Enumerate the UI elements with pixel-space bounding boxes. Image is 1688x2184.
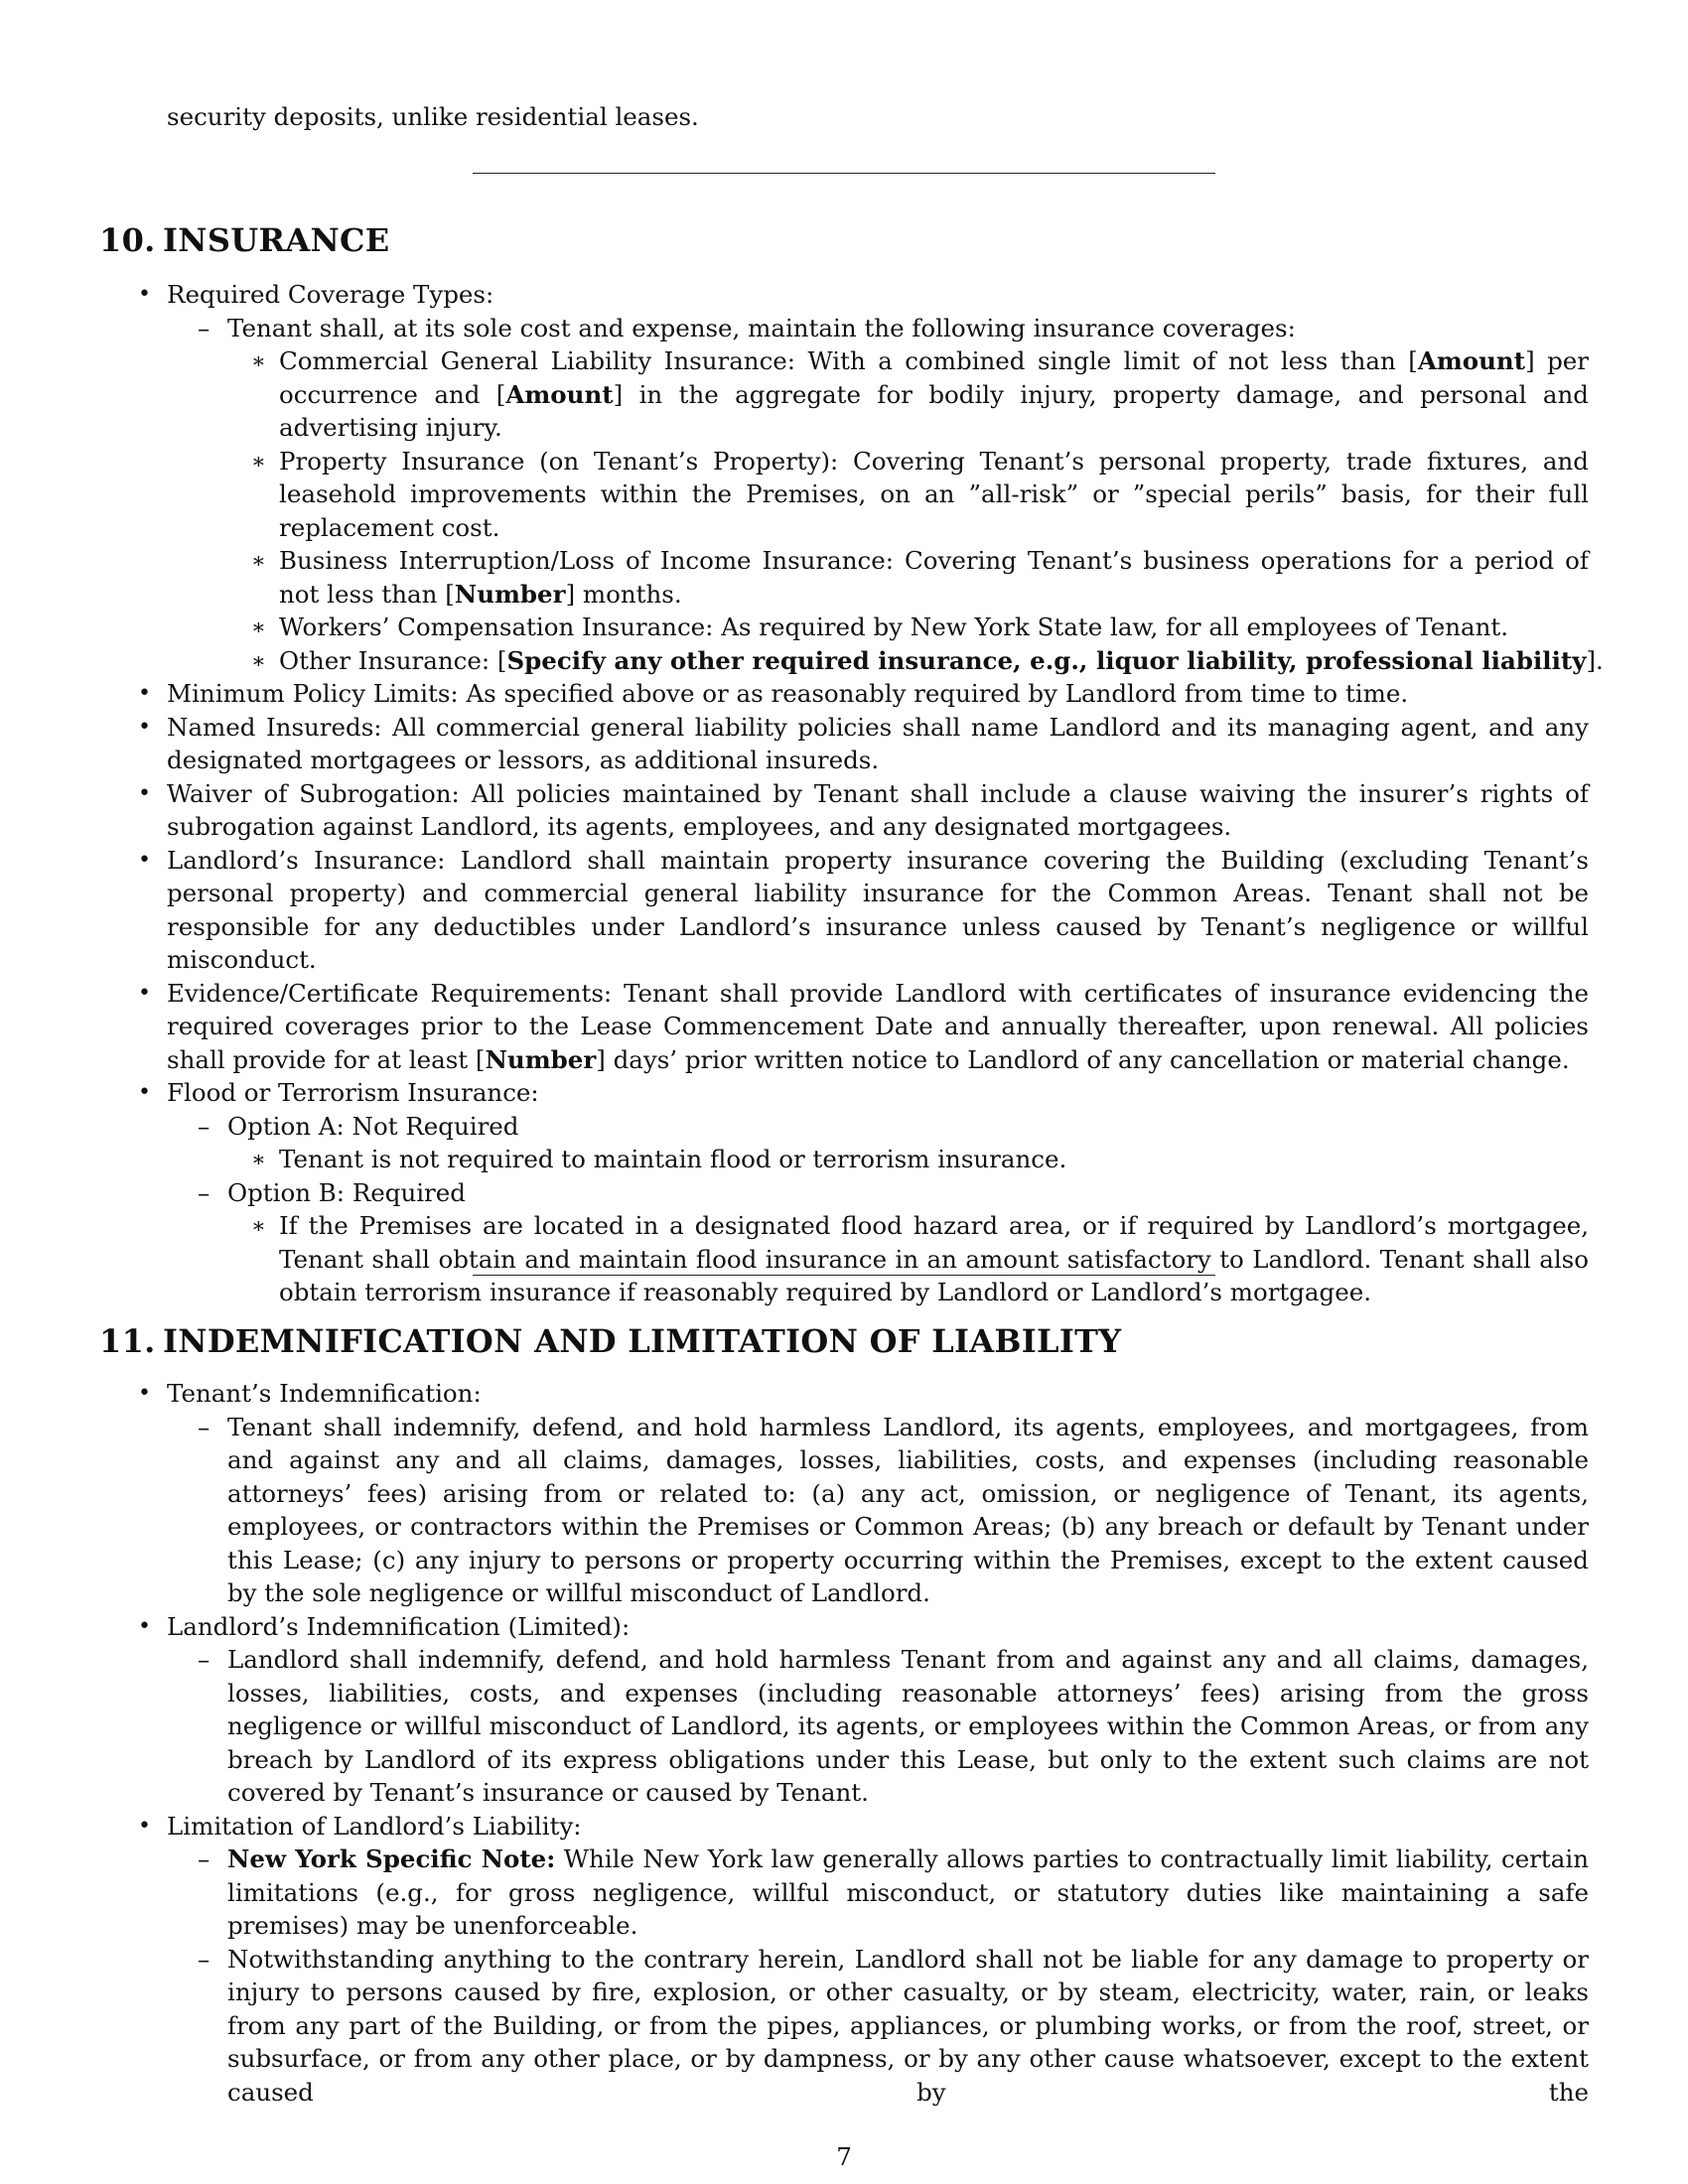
- option-b-text: If the Premises are located in a designated flood hazard area, or if required by Landlord’s mortgagee, Tenant shall obtain and maintain flood insurance in an amount satisfactory to Landlord. Tenant shall also obtain terrorism insurance if reasonably required by Landlord or Landlord’s mortgagee.: [279, 1211, 1589, 1306]
- dash-marker: –: [198, 1412, 211, 1441]
- dash-marker: –: [198, 1177, 211, 1207]
- continuation-text: security deposits, unlike residential leases.: [167, 102, 699, 131]
- landlord-indemnification-label: Landlord’s Indemnification (Limited):: [167, 1611, 631, 1641]
- other-insurance-text: ].: [1586, 645, 1604, 675]
- placeholder-amount: Amount: [1417, 346, 1526, 375]
- list-item: [251, 445, 1589, 545]
- page-number: 7: [836, 2142, 852, 2171]
- option-b-label: Option B: Required: [227, 1177, 466, 1207]
- property-insurance-text: Property Insurance (on Tenant’s Property): Covering Tenant’s personal property, trade fixtures, and leasehold improvements within the Premises, on an ”all-risk” or ”special perils” basis, for their full replacement cost.: [279, 446, 1589, 542]
- list-item: [138, 278, 1589, 312]
- coverage-intro: Tenant shall, at its sole cost and expense, maintain the following insurance coverages:: [227, 313, 1296, 342]
- bullet-marker: •: [138, 1080, 151, 1105]
- section-10-heading: [99, 220, 389, 260]
- dash-marker: –: [198, 313, 211, 342]
- limitation-label: Limitation of Landlord’s Liability:: [167, 1811, 582, 1841]
- named-insureds-text: Named Insureds: All commercial general liability policies shall name Landlord and its managing agent, and any designated mortgagees or lessors, as additional insureds.: [167, 712, 1589, 774]
- dash-marker: –: [198, 1111, 211, 1141]
- other-insurance-text: Other Insurance: [: [279, 645, 507, 675]
- list-item: [138, 1810, 1589, 1843]
- business-interruption-text: ] months.: [565, 579, 682, 609]
- asterisk-marker: ∗: [251, 648, 266, 674]
- waiver-text: Waiver of Subrogation: All policies maintained by Tenant shall include a clause waiving the insurer’s rights of subrogation against Landlord, its agents, employees, and any designated mortgagees.: [167, 778, 1589, 841]
- list-item: [138, 1377, 1589, 1411]
- list-item: [138, 677, 1589, 711]
- tenant-indemnification-text: Tenant shall indemnify, defend, and hold harmless Landlord, its agents, employees, and mortgagees, from and against any and all claims, damages, losses, liabilities, costs, and expenses (including reasonable attorneys’ fees) arising from or related to: (a) any act, omission, or negligence of Tenant, its agents, employees, or contractors within the Premises or Common Areas; (b) any breach or default by Tenant under this Lease; (c) any injury to persons or property occurring within the Premises, except to the extent caused by the sole negligence or willful misconduct of Landlord.: [227, 1412, 1589, 1607]
- list-item: [198, 1176, 1589, 1210]
- asterisk-marker: ∗: [251, 1148, 266, 1172]
- notwithstanding-text: Notwithstanding anything to the contrary herein, Landlord shall not be liable for any damage to property or injury to persons caused by fire, explosion, or other casualty, or by steam, electricity, water, rain, or leaks from any part of the Building, or from the pipes, appliances, or plumbing works, or from the roof, street, or subsurface, or from any other place, or by dampness, or by any other cause whatsoever, except to the extent caused by the: [227, 1944, 1589, 2107]
- list-item: [251, 611, 1589, 644]
- list-item: [138, 977, 1589, 1077]
- list-item: [251, 644, 1604, 678]
- cgl-text: Commercial General Liability Insurance: With a combined single limit of not less than [: [279, 346, 1418, 375]
- dash-marker: –: [198, 1645, 211, 1674]
- list-item: [198, 1643, 1589, 1810]
- cgl-text: ] in the aggregate for bodily injury, property damage, and personal and advertising injury.: [279, 379, 1589, 442]
- bullet-marker: •: [138, 980, 151, 1006]
- list-item: [138, 844, 1589, 977]
- list-item: [251, 1143, 1589, 1176]
- tenant-indemnification-label: Tenant’s Indemnification:: [167, 1379, 482, 1408]
- list-item: [198, 1110, 1589, 1144]
- section-divider: [473, 173, 1215, 174]
- ny-note-label: New York Specific Note:: [227, 1844, 556, 1873]
- section-11-title: INDEMNIFICATION AND LIMITATION OF LIABILITY: [163, 1322, 1122, 1360]
- list-item: [251, 544, 1589, 611]
- bullet-marker: •: [138, 1613, 151, 1639]
- ny-note-text: While New York law generally allows parties to contractually limit liability, certain limitations (e.g., for gross negligence, willful misconduct, or statutory duties like maintaining a safe premises) may be unenforceable.: [227, 1844, 1589, 1940]
- list-item: [251, 344, 1589, 445]
- option-a-label: Option A: Not Required: [227, 1111, 519, 1141]
- section-11-number: 11.: [99, 1322, 156, 1360]
- dash-marker: –: [198, 1844, 211, 1873]
- list-item: [198, 1943, 1589, 2110]
- placeholder-number: Number: [485, 1044, 597, 1074]
- dash-marker: –: [198, 1944, 211, 1974]
- bullet-marker: •: [138, 714, 151, 740]
- flood-label: Flood or Terrorism Insurance:: [167, 1078, 539, 1107]
- min-limits-text: Minimum Policy Limits: As specified above or as reasonably required by Landlord from time to time.: [167, 679, 1409, 708]
- section-11-heading: [99, 1321, 1121, 1361]
- list-item: [198, 1843, 1589, 1943]
- section-10-title: INSURANCE: [163, 221, 390, 259]
- list-item: [138, 777, 1589, 844]
- section-10-number: 10.: [99, 221, 156, 259]
- placeholder-number: Number: [454, 579, 566, 609]
- asterisk-marker: ∗: [251, 349, 266, 374]
- workers-comp-text: Workers’ Compensation Insurance: As required by New York State law, for all employees of Tenant.: [279, 613, 1508, 641]
- required-coverage-label: Required Coverage Types:: [167, 280, 494, 309]
- placeholder-amount: Amount: [505, 379, 614, 409]
- list-item: [138, 1076, 1589, 1110]
- list-item: [251, 1209, 1589, 1309]
- landlord-insurance-text: Landlord’s Insurance: Landlord shall maintain property insurance covering the Building (excluding Tenant’s personal property) and commercial general liability insurance for the Common Areas. Tenant shall not be responsible for any deductibles under Landlord’s insurance unless caused by Tenant’s negligence or willful misconduct.: [167, 845, 1589, 974]
- asterisk-marker: ∗: [251, 1214, 266, 1239]
- placeholder-other-insurance: Specify any other required insurance, e.g., liquor liability, professional liability: [506, 645, 1587, 675]
- list-item: [138, 1610, 1589, 1644]
- list-item: [198, 1411, 1589, 1610]
- landlord-indemnification-text: Landlord shall indemnify, defend, and hold harmless Tenant from and against any and all claims, damages, losses, liabilities, costs, and expenses (including reasonable attorneys’ fees) arising from the gross negligence or willful misconduct of Landlord, its agents, or employees within the Common Areas, or from any breach by Landlord of its express obligations under this Lease, but only to the extent such claims are not covered by Tenant’s insurance or caused by Tenant.: [227, 1645, 1589, 1807]
- bullet-marker: •: [138, 847, 151, 873]
- asterisk-marker: ∗: [251, 449, 266, 475]
- evidence-text: ] days’ prior written notice to Landlord of any cancellation or material change.: [596, 1044, 1570, 1074]
- list-item: [198, 312, 1589, 345]
- business-interruption-text: Business Interruption/Loss of Income Insurance: Covering Tenant’s business operations for a period of not less than [: [279, 546, 1589, 609]
- bullet-marker: •: [138, 282, 151, 307]
- bullet-marker: •: [138, 1381, 151, 1406]
- bullet-marker: •: [138, 1813, 151, 1839]
- evidence-text: Evidence/Certificate Requirements: Tenant shall provide Landlord with certificates of insurance evidencing the required coverages prior to the Lease Commencement Date and annually thereafter, upon renewal. All policies shall provide for at least [: [167, 978, 1589, 1074]
- bullet-marker: •: [138, 780, 151, 806]
- asterisk-marker: ∗: [251, 615, 266, 640]
- section-10-body: [0, 278, 1688, 1309]
- bullet-marker: •: [138, 681, 151, 706]
- list-item: [138, 711, 1589, 777]
- section-11-body: [0, 1377, 1688, 2109]
- cgl-text: ] per occurrence and [: [279, 346, 1589, 409]
- option-a-text: Tenant is not required to maintain flood or terrorism insurance.: [279, 1145, 1067, 1173]
- section-divider: [473, 1275, 1215, 1276]
- asterisk-marker: ∗: [251, 549, 266, 574]
